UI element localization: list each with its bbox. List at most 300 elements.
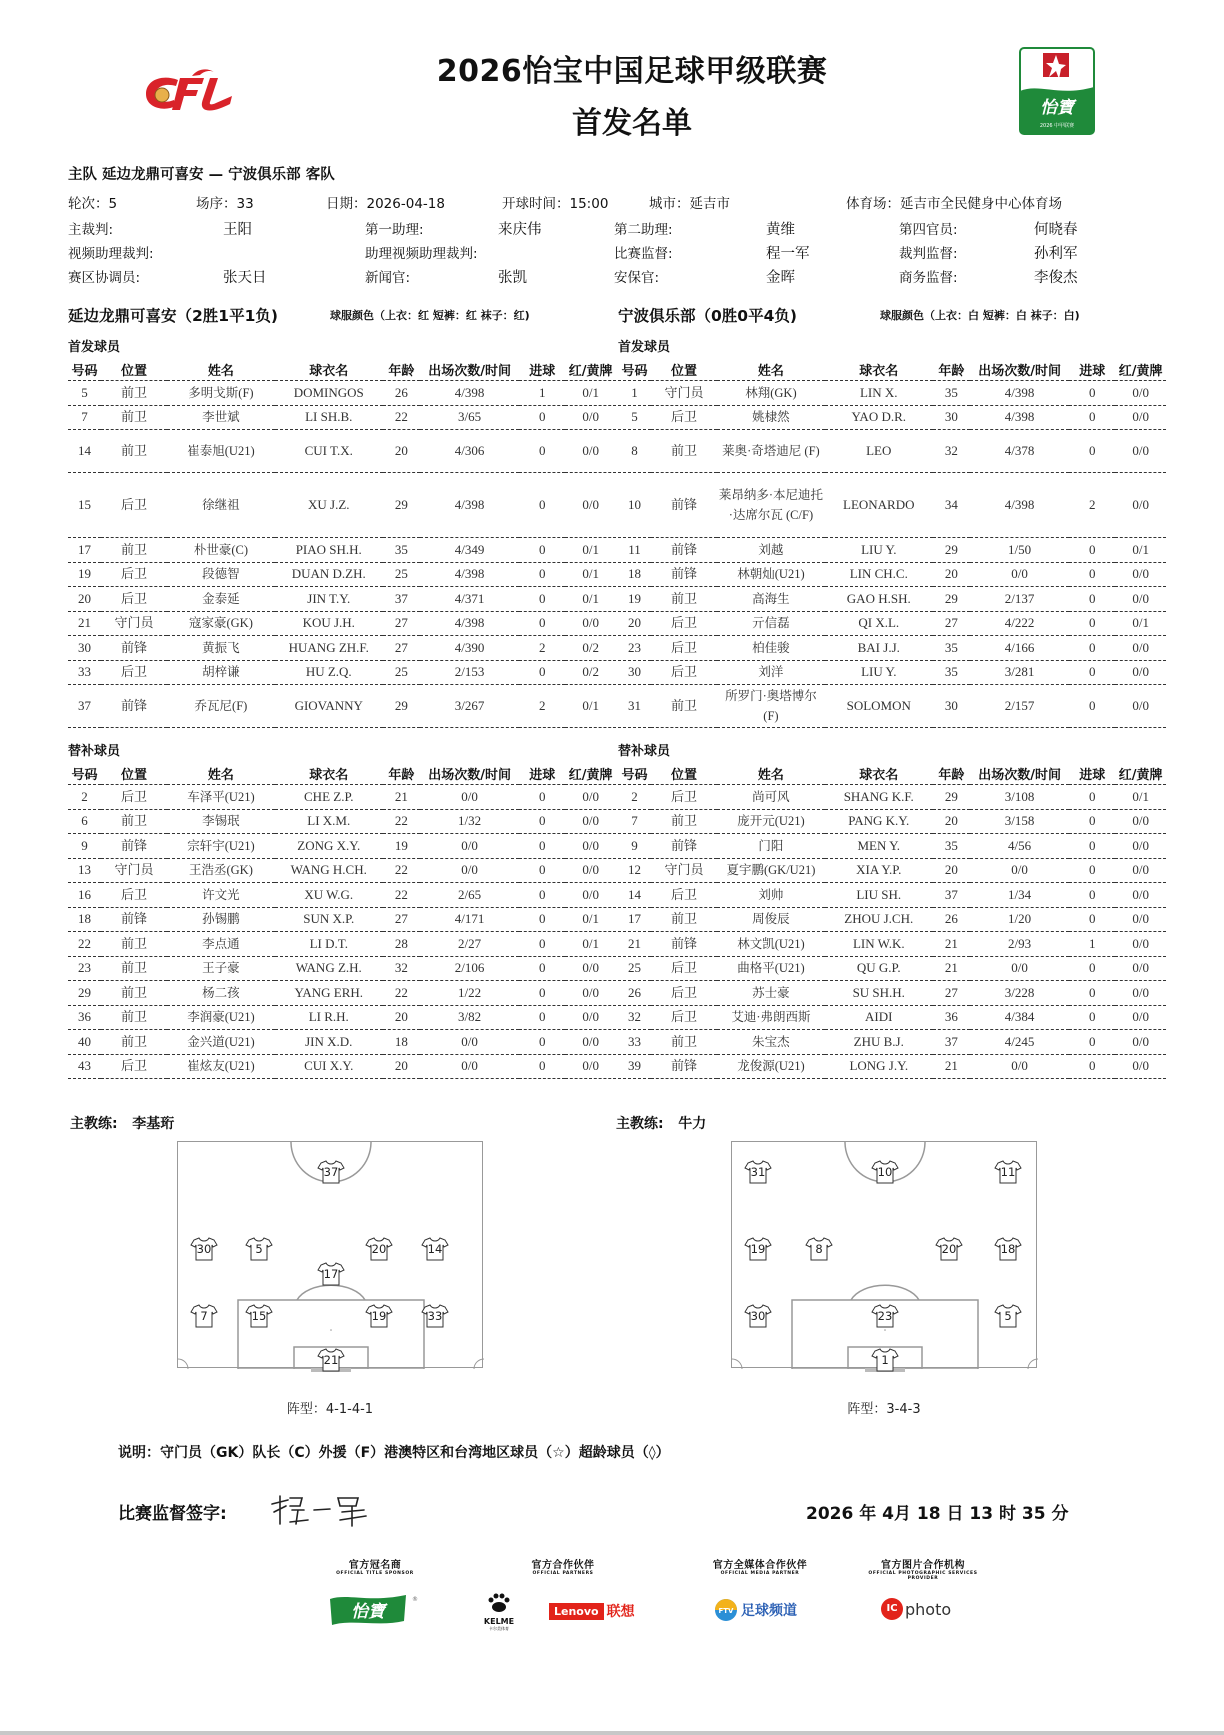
page-title: 2026怡宝中国足球甲级联赛 xyxy=(436,54,828,89)
cell-goals: 0 xyxy=(1069,907,1115,932)
cell-shirt-name: YANG ERH. xyxy=(275,981,383,1006)
cell-name: 高海生 xyxy=(717,587,825,612)
cell-position: 后卫 xyxy=(651,660,717,685)
cell-shirt-name: PIAO SH.H. xyxy=(275,538,383,563)
signature-label: 比赛监督签字: xyxy=(118,1504,227,1524)
cell-goals: 0 xyxy=(519,834,565,859)
cell-number: 1 xyxy=(618,381,651,406)
cell-name: 车泽平(U21) xyxy=(167,785,275,810)
cell-shirt-name: LI SH.B. xyxy=(275,405,383,430)
cell-goals: 0 xyxy=(519,956,565,981)
cell-number: 30 xyxy=(68,636,101,661)
cell-number: 33 xyxy=(68,660,101,685)
cell-cards: 0/0 xyxy=(1115,660,1166,685)
column-header-number: 号码 xyxy=(68,762,101,785)
cell-number: 37 xyxy=(68,685,101,728)
cell-number: 5 xyxy=(618,405,651,430)
table-row xyxy=(68,932,616,957)
player-shirt-icon xyxy=(365,1304,393,1328)
cell-shirt-name: MEN Y. xyxy=(825,834,933,859)
cell-name: 苏士豪 xyxy=(717,981,825,1006)
cell-age: 27 xyxy=(383,636,420,661)
player-shirt-icon xyxy=(421,1304,449,1328)
player-shirt-icon xyxy=(744,1160,772,1184)
svg-text:怡寶: 怡寶 xyxy=(351,1602,385,1622)
away-team-section xyxy=(618,304,1166,1079)
cell-cards: 0/0 xyxy=(1115,405,1166,430)
column-header-age: 年龄 xyxy=(383,358,420,381)
cell-shirt-name: AIDI xyxy=(825,1005,933,1030)
home-starters-label: 首发球员 xyxy=(68,340,121,355)
cell-age: 27 xyxy=(933,981,970,1006)
cell-appearances: 0/0 xyxy=(420,1030,519,1055)
cell-goals: 1 xyxy=(1069,932,1115,957)
cell-number: 33 xyxy=(618,1030,651,1055)
sponsor-caption-en: OFFICIAL MEDIA PARTNER xyxy=(720,1571,800,1576)
home-team-title xyxy=(68,304,616,328)
cell-age: 22 xyxy=(383,405,420,430)
cell-cards: 0/0 xyxy=(1115,981,1166,1006)
cell-age: 37 xyxy=(933,883,970,908)
cell-age: 26 xyxy=(383,381,420,406)
cell-position: 前锋 xyxy=(651,562,717,587)
shirt-number: 8 xyxy=(815,1242,823,1256)
home-subs-label: 替补球员 xyxy=(68,744,121,759)
cell-goals: 0 xyxy=(519,1054,565,1079)
official-value: 来庆伟 xyxy=(498,222,542,238)
cell-name: 龙俊源(U21) xyxy=(717,1054,825,1079)
official-label: 裁判监督: xyxy=(899,246,958,262)
cell-position: 前锋 xyxy=(101,834,167,859)
official-label: 商务监督: xyxy=(899,270,958,286)
cell-cards: 0/1 xyxy=(565,685,616,728)
cell-name: 林翔(GK) xyxy=(717,381,825,406)
cell-appearances: 0/0 xyxy=(420,1054,519,1079)
column-header-age: 年龄 xyxy=(933,358,970,381)
cell-age: 19 xyxy=(383,834,420,859)
table-row xyxy=(618,785,1166,810)
column-header-appearances: 出场次数/时间 xyxy=(420,358,519,381)
official-value: 张凯 xyxy=(498,270,527,286)
shirt-number: 33 xyxy=(427,1309,443,1323)
svg-text:®: ® xyxy=(412,1596,418,1603)
shirt-number: 30 xyxy=(750,1309,766,1323)
cell-cards: 0/1 xyxy=(565,562,616,587)
cell-number: 19 xyxy=(68,562,101,587)
away-formation-pitch xyxy=(731,1141,1037,1368)
table-row xyxy=(68,981,616,1006)
official-label: 主裁判: xyxy=(68,222,114,238)
table-row xyxy=(618,858,1166,883)
home-formation-pitch xyxy=(177,1141,483,1368)
cell-number: 12 xyxy=(618,858,651,883)
cell-position: 前卫 xyxy=(101,430,167,473)
official-value: 李俊杰 xyxy=(1034,270,1078,286)
cell-position: 前锋 xyxy=(651,932,717,957)
table-row xyxy=(618,1030,1166,1055)
cell-cards: 0/0 xyxy=(565,611,616,636)
coach-label: 主教练: xyxy=(616,1116,664,1132)
table-row xyxy=(618,405,1166,430)
lenovo-text: Lenovo xyxy=(549,1603,604,1620)
cell-position: 后卫 xyxy=(651,405,717,430)
column-header-cards: 红/黄牌 xyxy=(565,358,616,381)
player-shirt-icon xyxy=(805,1237,833,1261)
shirt-number: 11 xyxy=(1000,1165,1016,1179)
player-shirt-icon xyxy=(994,1237,1022,1261)
cell-name: 胡梓谦 xyxy=(167,660,275,685)
cell-goals: 0 xyxy=(1069,538,1115,563)
cell-appearances: 2/137 xyxy=(970,587,1069,612)
cell-number: 22 xyxy=(68,932,101,957)
table-row xyxy=(618,883,1166,908)
cell-appearances: 0/0 xyxy=(970,1054,1069,1079)
cell-age: 22 xyxy=(383,981,420,1006)
cell-position: 后卫 xyxy=(651,883,717,908)
cell-position: 后卫 xyxy=(101,883,167,908)
matchup-heading: 主队 延边龙鼎可喜安 — 宁波俱乐部 客队 xyxy=(68,167,335,183)
table-row xyxy=(618,932,1166,957)
cell-cards: 0/0 xyxy=(565,956,616,981)
cell-name: 莱昂纳多·本尼迪托·达席尔瓦 (C/F) xyxy=(717,473,825,538)
cell-appearances: 4/222 xyxy=(970,611,1069,636)
cell-goals: 0 xyxy=(519,858,565,883)
cell-shirt-name: LEO xyxy=(825,430,933,473)
cell-age: 29 xyxy=(383,685,420,728)
cell-cards: 0/1 xyxy=(565,381,616,406)
cell-shirt-name: LIU SH. xyxy=(825,883,933,908)
cell-cards: 0/0 xyxy=(1115,956,1166,981)
cell-appearances: 4/390 xyxy=(420,636,519,661)
cell-age: 20 xyxy=(933,562,970,587)
cell-age: 29 xyxy=(933,785,970,810)
cell-age: 29 xyxy=(933,587,970,612)
cell-number: 19 xyxy=(618,587,651,612)
cell-appearances: 4/166 xyxy=(970,636,1069,661)
stadium: 体育场：延吉市全民健身中心体育场 xyxy=(846,196,1062,212)
cell-number: 29 xyxy=(68,981,101,1006)
cell-cards: 0/0 xyxy=(565,1054,616,1079)
shirt-number: 20 xyxy=(371,1242,387,1256)
shirt-number: 1 xyxy=(881,1353,889,1367)
photo-text: photo xyxy=(905,1599,952,1619)
column-header-name: 姓名 xyxy=(167,762,275,785)
cell-number: 7 xyxy=(618,809,651,834)
sponsor-caption xyxy=(515,1556,611,1576)
table-row xyxy=(68,1005,616,1030)
player-shirt-icon xyxy=(190,1237,218,1261)
cell-appearances: 3/281 xyxy=(970,660,1069,685)
cell-cards: 0/0 xyxy=(1115,562,1166,587)
cell-age: 20 xyxy=(933,858,970,883)
legend-note: 说明：守门员（GK）队长（C）外援（F）港澳特区和台湾地区球员（☆）超龄球员（◊） xyxy=(118,1445,670,1461)
cell-age: 22 xyxy=(383,883,420,908)
cell-name: 王子豪 xyxy=(167,956,275,981)
column-header-goals: 进球 xyxy=(519,358,565,381)
table-row xyxy=(618,381,1166,406)
cell-goals: 2 xyxy=(1069,473,1115,538)
cell-cards: 0/1 xyxy=(565,538,616,563)
cell-shirt-name: LIN X. xyxy=(825,381,933,406)
shirt-number: 14 xyxy=(427,1242,443,1256)
table-row xyxy=(618,981,1166,1006)
cell-appearances: 4/56 xyxy=(970,834,1069,859)
table-row xyxy=(618,473,1166,538)
cell-appearances: 2/157 xyxy=(970,685,1069,728)
table-row xyxy=(618,587,1166,612)
player-shirt-icon xyxy=(871,1348,899,1372)
cell-number: 14 xyxy=(618,883,651,908)
cell-age: 35 xyxy=(933,660,970,685)
cell-shirt-name: GIOVANNY xyxy=(275,685,383,728)
column-header-shirt-name: 球衣名 xyxy=(825,358,933,381)
cell-name: 杨二孩 xyxy=(167,981,275,1006)
cell-name: 李润豪(U21) xyxy=(167,1005,275,1030)
shirt-number: 37 xyxy=(323,1165,339,1179)
cell-number: 20 xyxy=(68,587,101,612)
svg-text:FTV: FTV xyxy=(718,1607,734,1615)
cell-goals: 0 xyxy=(1069,405,1115,430)
cell-position: 后卫 xyxy=(651,956,717,981)
cell-name: 刘帅 xyxy=(717,883,825,908)
cell-goals: 0 xyxy=(1069,956,1115,981)
officials-grid xyxy=(68,218,1158,290)
shirt-number: 21 xyxy=(323,1353,339,1367)
cell-number: 21 xyxy=(68,611,101,636)
player-shirt-icon xyxy=(744,1304,772,1328)
cell-appearances: 3/65 xyxy=(420,405,519,430)
table-row xyxy=(68,381,616,406)
cell-cards: 0/0 xyxy=(1115,907,1166,932)
cell-age: 37 xyxy=(933,1030,970,1055)
cell-goals: 0 xyxy=(519,1005,565,1030)
cell-number: 40 xyxy=(68,1030,101,1055)
cell-name: 金泰延 xyxy=(167,587,275,612)
cell-age: 27 xyxy=(933,611,970,636)
page-bottom-edge xyxy=(0,1731,1224,1735)
column-header-goals: 进球 xyxy=(519,762,565,785)
cell-age: 35 xyxy=(383,538,420,563)
cell-goals: 0 xyxy=(1069,981,1115,1006)
cell-number: 15 xyxy=(68,473,101,538)
cell-position: 守门员 xyxy=(651,858,717,883)
cell-age: 18 xyxy=(383,1030,420,1055)
player-shirt-icon xyxy=(245,1237,273,1261)
sponsor-caption-cn: 官方图片合作机构 xyxy=(881,1560,965,1571)
official-label: 助理视频助理裁判: xyxy=(365,246,478,262)
cell-goals: 0 xyxy=(1069,883,1115,908)
cell-name: 乔瓦尼(F) xyxy=(167,685,275,728)
cell-shirt-name: KOU J.H. xyxy=(275,611,383,636)
cell-goals: 0 xyxy=(519,981,565,1006)
column-header-appearances: 出场次数/时间 xyxy=(420,762,519,785)
official-label: 新闻官: xyxy=(365,270,411,286)
official-label: 第四官员: xyxy=(899,222,958,238)
cell-age: 27 xyxy=(383,907,420,932)
cell-appearances: 1/50 xyxy=(970,538,1069,563)
cell-cards: 0/1 xyxy=(1115,611,1166,636)
officials-row xyxy=(68,242,1158,266)
cell-position: 前锋 xyxy=(651,834,717,859)
cell-shirt-name: HUANG ZH.F. xyxy=(275,636,383,661)
away-formation: 阵型：3-4-3 xyxy=(847,1402,921,1417)
shirt-number: 5 xyxy=(255,1242,263,1256)
cell-goals: 2 xyxy=(519,636,565,661)
cell-cards: 0/0 xyxy=(1115,834,1166,859)
cell-shirt-name: JIN T.Y. xyxy=(275,587,383,612)
table-row xyxy=(618,562,1166,587)
table-header-row xyxy=(68,358,616,381)
cell-age: 32 xyxy=(933,430,970,473)
cell-position: 后卫 xyxy=(101,1054,167,1079)
ic-photo-logo xyxy=(881,1598,951,1620)
cell-name: 朴世豪(C) xyxy=(167,538,275,563)
player-shirt-icon xyxy=(245,1304,273,1328)
table-row xyxy=(68,956,616,981)
cell-cards: 0/0 xyxy=(1115,858,1166,883)
away-team-title xyxy=(618,304,1166,328)
cell-goals: 1 xyxy=(519,381,565,406)
match-date: 日期：2026-04-18 xyxy=(326,196,445,212)
cell-name: 李点通 xyxy=(167,932,275,957)
cell-number: 25 xyxy=(618,956,651,981)
cell-cards: 0/1 xyxy=(565,932,616,957)
cell-appearances: 4/171 xyxy=(420,907,519,932)
cell-goals: 2 xyxy=(519,685,565,728)
cell-cards: 0/0 xyxy=(1115,883,1166,908)
cell-goals: 0 xyxy=(1069,858,1115,883)
cell-position: 前卫 xyxy=(101,932,167,957)
shirt-number: 20 xyxy=(941,1242,957,1256)
cell-age: 20 xyxy=(383,430,420,473)
kelme-text-cn: 卡尔美体育 xyxy=(489,1626,509,1631)
official-value: 金晖 xyxy=(766,270,795,286)
sponsor-caption-cn: 官方全媒体合作伙伴 xyxy=(712,1560,808,1571)
cell-number: 23 xyxy=(68,956,101,981)
cell-shirt-name: DOMINGOS xyxy=(275,381,383,406)
cell-cards: 0/0 xyxy=(1115,1054,1166,1079)
cell-appearances: 3/108 xyxy=(970,785,1069,810)
cell-number: 9 xyxy=(68,834,101,859)
cell-appearances: 4/398 xyxy=(420,611,519,636)
cell-appearances: 3/228 xyxy=(970,981,1069,1006)
cell-name: 孙锡鹏 xyxy=(167,907,275,932)
cell-position: 前卫 xyxy=(651,685,717,728)
cell-shirt-name: JIN X.D. xyxy=(275,1030,383,1055)
column-header-goals: 进球 xyxy=(1069,762,1115,785)
cell-position: 前锋 xyxy=(101,907,167,932)
official-value: 张天日 xyxy=(223,270,267,286)
cell-goals: 0 xyxy=(519,562,565,587)
column-header-number: 号码 xyxy=(618,358,651,381)
cell-goals: 0 xyxy=(519,473,565,538)
cell-goals: 0 xyxy=(1069,660,1115,685)
cell-name: 所罗门·奥塔博尔 (F) xyxy=(717,685,825,728)
cell-position: 前卫 xyxy=(101,405,167,430)
cell-shirt-name: LI R.H. xyxy=(275,1005,383,1030)
column-header-position: 位置 xyxy=(651,358,717,381)
cell-cards: 0/0 xyxy=(1115,1005,1166,1030)
player-shirt-icon xyxy=(421,1237,449,1261)
cell-goals: 0 xyxy=(1069,1054,1115,1079)
cell-cards: 0/1 xyxy=(565,587,616,612)
cell-goals: 0 xyxy=(519,430,565,473)
column-header-position: 位置 xyxy=(651,762,717,785)
cell-name: 周俊辰 xyxy=(717,907,825,932)
table-row xyxy=(68,538,616,563)
cell-age: 29 xyxy=(933,538,970,563)
column-header-appearances: 出场次数/时间 xyxy=(970,358,1069,381)
cell-shirt-name: LIN CH.C. xyxy=(825,562,933,587)
cell-goals: 0 xyxy=(519,405,565,430)
cell-cards: 0/0 xyxy=(565,883,616,908)
cell-number: 21 xyxy=(618,932,651,957)
table-row xyxy=(68,1054,616,1079)
column-header-number: 号码 xyxy=(68,358,101,381)
yibao-logo xyxy=(328,1593,418,1631)
cell-age: 30 xyxy=(933,405,970,430)
cell-goals: 0 xyxy=(519,538,565,563)
column-header-position: 位置 xyxy=(101,358,167,381)
cell-age: 35 xyxy=(933,381,970,406)
cell-shirt-name: CUI T.X. xyxy=(275,430,383,473)
cell-number: 11 xyxy=(618,538,651,563)
cell-appearances: 4/371 xyxy=(420,587,519,612)
cell-name: 徐继祖 xyxy=(167,473,275,538)
cell-number: 20 xyxy=(618,611,651,636)
sponsor-caption xyxy=(330,1556,420,1576)
cell-position: 前锋 xyxy=(651,473,717,538)
shirt-number: 7 xyxy=(200,1309,208,1323)
table-header-row xyxy=(618,762,1166,785)
cell-shirt-name: XU W.G. xyxy=(275,883,383,908)
official-label: 比赛监督: xyxy=(614,246,673,262)
signature-datetime: 2026 年 4月 18 日 13 时 35 分 xyxy=(806,1504,1069,1524)
cell-name: 刘越 xyxy=(717,538,825,563)
cell-position: 守门员 xyxy=(101,611,167,636)
player-shirt-icon xyxy=(317,1262,345,1286)
cell-shirt-name: XIA Y.P. xyxy=(825,858,933,883)
sponsor-caption-en: OFFICIAL TITLE SPONSOR xyxy=(336,1571,414,1576)
cell-position: 后卫 xyxy=(651,1005,717,1030)
cell-number: 16 xyxy=(68,883,101,908)
home-coach xyxy=(70,1113,174,1133)
cell-age: 35 xyxy=(933,636,970,661)
cell-position: 后卫 xyxy=(651,636,717,661)
cell-goals: 0 xyxy=(519,785,565,810)
official-value: 王阳 xyxy=(223,222,252,238)
shirt-number: 30 xyxy=(196,1242,212,1256)
cell-position: 前锋 xyxy=(651,1054,717,1079)
cell-appearances: 4/349 xyxy=(420,538,519,563)
cell-number: 10 xyxy=(618,473,651,538)
cell-appearances: 4/306 xyxy=(420,430,519,473)
cell-goals: 0 xyxy=(519,1030,565,1055)
cell-cards: 0/0 xyxy=(565,1030,616,1055)
cell-position: 前卫 xyxy=(651,809,717,834)
home-kit-colors: 球服颜色（上衣：红 短裤：红 袜子：红) xyxy=(330,309,530,322)
cell-position: 后卫 xyxy=(101,660,167,685)
official-value: 黄维 xyxy=(766,222,795,238)
column-header-shirt-name: 球衣名 xyxy=(275,762,383,785)
cell-age: 21 xyxy=(933,956,970,981)
table-row xyxy=(618,809,1166,834)
cell-position: 前锋 xyxy=(101,636,167,661)
cell-shirt-name: SOLOMON xyxy=(825,685,933,728)
cell-cards: 0/0 xyxy=(565,430,616,473)
home-formation: 阵型：4-1-4-1 xyxy=(286,1402,374,1417)
official-label: 第二助理: xyxy=(614,222,673,238)
